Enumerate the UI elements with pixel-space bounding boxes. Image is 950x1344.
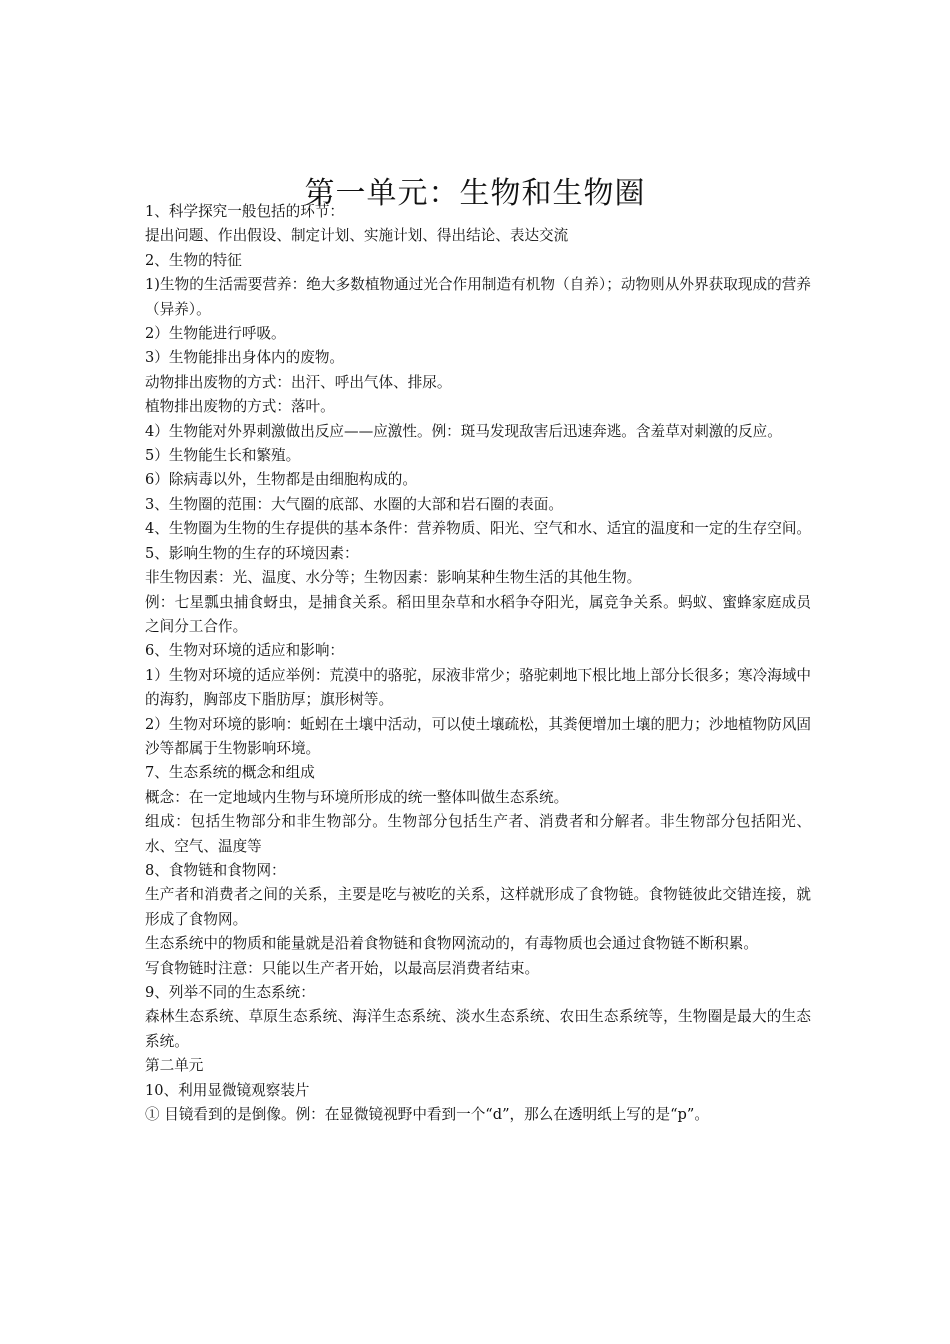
text-line: 5）生物能生长和繁殖。 xyxy=(145,447,301,465)
text-line: 5、影响生物的生存的环境因素： xyxy=(145,544,359,562)
document-body xyxy=(145,200,811,1127)
text-line: 写食物链时注意：只能以生产者开始，以最高层消费者结束。 xyxy=(145,959,540,977)
text-line: 3、生物圈的范围：大气圈的底部、水圈的大部和岩石圈的表面。 xyxy=(145,495,563,513)
text-line: 7、生态系统的概念和组成 xyxy=(145,764,315,782)
text-line: 组成：包括生物部分和非生物部分。生物部分包括生产者、消费者和分解者。非生物部分包括阳光、水、空气、温度等 xyxy=(145,813,811,855)
text-line: 2）生物对环境的影响：蚯蚓在土壤中活动，可以使土壤疏松，其粪便增加土壤的肥力；沙地植物防风固沙等都属于生物影响环境。 xyxy=(145,715,812,757)
text-line: 8、食物链和食物网： xyxy=(145,861,286,879)
text-line: 动物排出废物的方式：出汗、呼出气体、排尿。 xyxy=(145,373,452,391)
text-line: 提出问题、作出假设、制定计划、实施计划、得出结论、表达交流 xyxy=(145,227,569,245)
text-line: 2）生物能进行呼吸。 xyxy=(145,325,286,343)
text-line: 1）生物对环境的适应举例：荒漠中的骆驼，尿液非常少；骆驼刺地下根比地上部分长很多；寒冷海域中的海豹，胸部皮下脂肪厚；旗形树等。 xyxy=(145,666,812,709)
text-line: 9、列举不同的生态系统： xyxy=(145,984,315,1001)
text-line: 2、生物的特征 xyxy=(145,251,242,269)
text-line: 第二单元 xyxy=(145,1057,204,1075)
text-line: 1)生物的生活需要营养：绝大多数植物通过光合作用制造有机物（自养）；动物则从外界获取现成的营养（异养）。 xyxy=(145,276,811,318)
text-line: 概念：在一定地域内生物与环境所形成的统一整体叫做生态系统。 xyxy=(145,788,569,806)
text-line: 6）除病毒以外，生物都是由细胞构成的。 xyxy=(145,471,417,489)
text-line: 森林生态系统、草原生态系统、海洋生态系统、淡水生态系统、农田生态系统等，生物圈是最大的生态系统。 xyxy=(145,1008,811,1050)
text-line: 4、生物圈为生物的生存提供的基本条件：营养物质、阳光、空气和水、适宜的温度和一定的生存空间。 xyxy=(145,520,812,538)
text-line: 6、生物对环境的适应和影响： xyxy=(145,642,345,660)
text-line: 4）生物能对外界刺激做出反应——应激性。例：斑马发现敌害后迅速奔逃。含羞草对刺激的反应。 xyxy=(145,422,782,440)
text-line: 3）生物能排出身体内的废物。 xyxy=(145,349,345,367)
text-line: 生产者和消费者之间的关系，主要是吃与被吃的关系，这样就形成了食物链。食物链彼此交错连接，就形成了食物网。 xyxy=(145,886,811,928)
text-line: ① 目镜看到的是倒像。例：在显微镜视野中看到一个“d”，那么在透明纸上写的是“p”。 xyxy=(145,1106,709,1124)
text-line: 非生物因素：光、温度、水分等；生物因素：影响某种生物生活的其他生物。 xyxy=(145,569,642,587)
text-line: 生态系统中的物质和能量就是沿着食物链和食物网流动的，有毒物质也会通过食物链不断积累。 xyxy=(145,935,758,953)
text-line: 1、科学探究一般包括的环节： xyxy=(145,203,345,220)
text-line: 10、利用显微镜观察装片 xyxy=(145,1081,310,1099)
page-title: 第一单元：生物和生物圈 xyxy=(304,176,646,212)
text-line: 植物排出废物的方式：落叶。 xyxy=(145,398,335,416)
text-line: 例：七星瓢虫捕食蚜虫，是捕食关系。稻田里杂草和水稻争夺阳光，属竞争关系。蚂蚁、蜜蜂家庭成员之间分工合作。 xyxy=(145,593,811,635)
